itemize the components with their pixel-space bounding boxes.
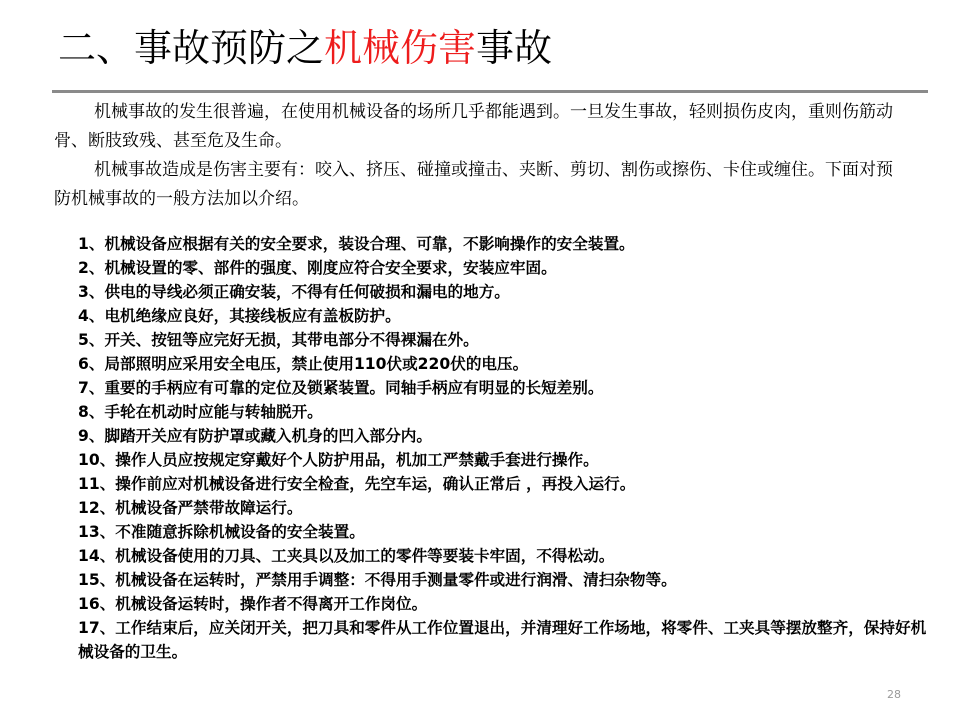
list-item: 5、开关、按钮等应完好无损，其带电部分不得裸漏在外。 <box>78 331 479 349</box>
list-item: 6、局部照明应采用安全电压，禁止使用110伏或220伏的电压。 <box>78 355 529 373</box>
title-prefix: 二、事故预防之 <box>58 26 325 70</box>
intro-text <box>54 98 904 214</box>
list-item: 14、机械设备使用的刀具、工夹具以及加工的零件等要装卡牢固，不得松动。 <box>78 547 615 565</box>
list-item: 8、手轮在机动时应能与转轴脱开。 <box>78 403 323 421</box>
title-divider <box>52 90 928 93</box>
list-item: 7、重要的手柄应有可靠的定位及锁紧装置。同轴手柄应有明显的长短差别。 <box>78 379 604 397</box>
list-item: 1、机械设备应根据有关的安全要求，装设合理、可靠，不影响操作的安全装置。 <box>78 235 635 253</box>
list-item: 16、机械设备运转时，操作者不得离开工作岗位。 <box>78 595 428 613</box>
intro-paragraph: 机械事故造成是伤害主要有：咬入、挤压、碰撞或撞击、夹断、剪切、割伤或擦伤、卡住或缠住。下面对预防机械事故的一般方法加以介绍。 <box>54 160 893 209</box>
list-item: 15、机械设备在运转时，严禁用手调整：不得用手测量零件或进行润滑、清扫杂物等。 <box>78 571 677 589</box>
list-item: 4、电机绝缘应良好，其接线板应有盖板防护。 <box>78 307 401 325</box>
list-item: 10、操作人员应按规定穿戴好个人防护用品，机加工严禁戴手套进行操作。 <box>78 451 599 469</box>
page-number: 28 <box>887 688 901 701</box>
list-item: 13、不准随意拆除机械设备的安全装置。 <box>78 523 365 541</box>
slide-title <box>58 22 552 74</box>
intro-paragraph: 机械事故的发生很普遍，在使用机械设备的场所几乎都能遇到。一旦发生事故，轻则损伤皮肉，重则伤筋动骨、断肢致残、甚至危及生命。 <box>54 102 893 151</box>
list-item: 11、操作前应对机械设备进行安全检查，先空车运，确认正常后 ，再投入运行。 <box>78 475 636 493</box>
list-item: 17、工作结束后，应关闭开关，把刀具和零件从工作位置退出，并清理好工作场地，将零件、工夹具等摆放整齐，保持好机械设备的卫生。 <box>78 619 927 661</box>
list-item: 12、机械设备严禁带故障运行。 <box>78 499 303 517</box>
list-item: 9、脚踏开关应有防护罩或藏入机身的凹入部分内。 <box>78 427 432 445</box>
list-item: 2、机械设置的零、部件的强度、刚度应符合安全要求，安装应牢固。 <box>78 259 557 277</box>
title-suffix: 事故 <box>476 26 553 70</box>
safety-rules-list <box>78 232 938 664</box>
list-item: 3、供电的导线必须正确安装，不得有任何破损和漏电的地方。 <box>78 283 510 301</box>
title-highlight: 机械伤害 <box>324 26 477 70</box>
